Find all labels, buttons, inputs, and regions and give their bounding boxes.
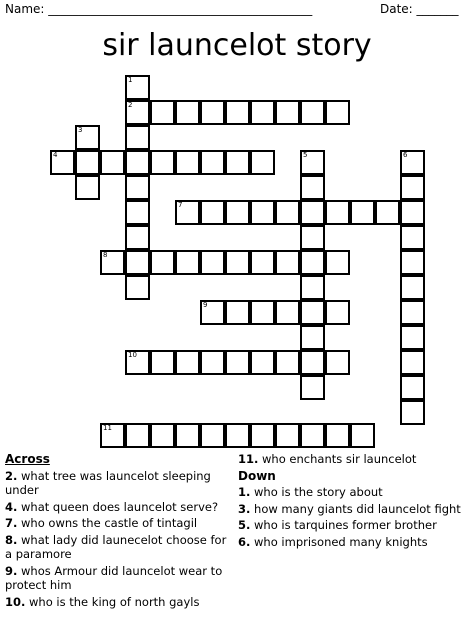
across-clue [5,533,230,562]
clue-text: whos Armour did launcelot wear to protect him [5,563,223,592]
clue-text: who is tarquines former brother [254,518,437,532]
crossword-cell[interactable] [325,200,350,225]
down-heading: Down [238,468,276,483]
crossword-cell[interactable] [200,300,225,325]
crossword-cell[interactable] [200,200,225,225]
crossword-cell[interactable] [300,150,325,175]
clue-number: 9. [5,563,18,578]
cell-number: 9 [203,301,208,309]
crossword-cell[interactable] [125,150,150,175]
name-field-label: Name: ____________________________________________ [5,2,313,16]
crossword-cell[interactable] [325,350,350,375]
clue-text: who is the king of north gayls [29,594,200,609]
crossword-cell[interactable] [250,300,275,325]
crossword-cell[interactable] [100,250,125,275]
across-clue [5,500,230,515]
crossword-cell[interactable] [225,250,250,275]
crossword-cell[interactable] [275,350,300,375]
clue-text: what tree was launcelot sleeping under [5,468,211,497]
down-clue [238,518,470,533]
crossword-cell[interactable] [50,150,75,175]
crossword-cell[interactable] [125,100,150,125]
crossword-cell[interactable] [400,325,425,350]
crossword-cell[interactable] [125,200,150,225]
crossword-cell[interactable] [400,150,425,175]
cell-number: 6 [403,151,408,159]
clue-number: 4. [5,499,18,514]
across-clue [5,564,230,593]
crossword-cell[interactable] [250,350,275,375]
clue-number: 10. [5,594,26,609]
crossword-cell[interactable] [125,250,150,275]
crossword-cell[interactable] [275,250,300,275]
cell-number: 3 [78,126,83,134]
crossword-cell[interactable] [225,300,250,325]
cell-number: 5 [303,151,308,159]
across-clues [5,452,230,611]
crossword-cell[interactable] [250,100,275,125]
clue-number: 3. [238,501,251,516]
crossword-cell[interactable] [325,300,350,325]
crossword-cell[interactable] [350,423,375,448]
crossword-cell[interactable] [300,175,325,200]
cell-number: 8 [103,251,108,259]
crossword-cell[interactable] [150,423,175,448]
crossword-cell[interactable] [300,350,325,375]
crossword-cell[interactable] [400,400,425,425]
cell-number: 2 [128,101,133,109]
crossword-cell[interactable] [300,275,325,300]
crossword-cell[interactable] [75,125,100,150]
crossword-cell[interactable] [175,150,200,175]
crossword-cell[interactable] [300,375,325,400]
crossword-cell[interactable] [400,175,425,200]
clue-text: what queen does launcelot serve? [21,499,219,514]
crossword-cell[interactable] [75,175,100,200]
crossword-cell[interactable] [125,75,150,100]
crossword-cell[interactable] [150,100,175,125]
crossword-cell[interactable] [75,150,100,175]
down-clue [238,502,470,517]
crossword-cell[interactable] [275,423,300,448]
crossword-cell[interactable] [300,423,325,448]
crossword-cell[interactable] [250,423,275,448]
crossword-cell[interactable] [225,350,250,375]
crossword-cell[interactable] [400,300,425,325]
crossword-cell[interactable] [200,100,225,125]
clue-text: who is the story about [254,485,383,499]
clue-number: 11. [238,452,259,466]
clue-text: who owns the castle of tintagil [21,516,198,530]
crossword-cell[interactable] [150,150,175,175]
crossword-cell[interactable] [125,275,150,300]
clue-number: 2. [5,468,18,483]
crossword-cell[interactable] [325,250,350,275]
crossword-cell[interactable] [175,250,200,275]
crossword-cell[interactable] [200,150,225,175]
crossword-cell[interactable] [100,423,125,448]
cell-number: 10 [128,351,137,359]
across-clue [5,469,230,498]
crossword-cell[interactable] [300,325,325,350]
across-clue-continued [238,452,470,467]
clue-number: 1. [238,485,251,499]
crossword-cell[interactable] [150,250,175,275]
crossword-cell[interactable] [275,300,300,325]
clue-number: 5. [238,518,251,532]
crossword-cell[interactable] [300,200,325,225]
crossword-cell[interactable] [150,350,175,375]
crossword-cell[interactable] [325,423,350,448]
crossword-cell[interactable] [200,350,225,375]
crossword-cell[interactable] [400,250,425,275]
crossword-cell[interactable] [300,100,325,125]
crossword-cell[interactable] [225,200,250,225]
clue-text: who imprisoned many knights [254,534,428,549]
clue-number: 7. [5,516,18,530]
crossword-cell[interactable] [175,100,200,125]
crossword-cell[interactable] [250,200,275,225]
crossword-cell[interactable] [275,100,300,125]
crossword-cell[interactable] [250,250,275,275]
crossword-cell[interactable] [350,200,375,225]
down-clue [238,485,470,500]
clue-text: what lady did launecelot choose for a paramore [5,532,227,561]
crossword-cell[interactable] [400,200,425,225]
across-heading: Across [5,452,50,466]
crossword-cell[interactable] [175,200,200,225]
crossword-cell[interactable] [400,275,425,300]
crossword-cell[interactable] [100,150,125,175]
clue-text: who enchants sir launcelot [262,452,417,466]
crossword-cell[interactable] [300,300,325,325]
cell-number: 7 [178,201,183,209]
crossword-cell[interactable] [300,225,325,250]
crossword-cell[interactable] [225,100,250,125]
down-clues [238,452,470,551]
crossword-cell[interactable] [400,350,425,375]
puzzle-title: sir launcelot story [102,28,372,63]
crossword-cell[interactable] [125,350,150,375]
crossword-cell[interactable] [275,200,300,225]
crossword-cell[interactable] [325,100,350,125]
crossword-cell[interactable] [175,350,200,375]
crossword-cell[interactable] [400,225,425,250]
crossword-cell[interactable] [375,200,400,225]
across-clue [5,595,230,610]
crossword-cell[interactable] [125,175,150,200]
crossword-cell[interactable] [125,225,150,250]
crossword-cell[interactable] [300,250,325,275]
crossword-cell[interactable] [400,375,425,400]
crossword-cell[interactable] [125,423,150,448]
clue-number: 6. [238,534,251,549]
crossword-cell[interactable] [200,250,225,275]
cell-number: 4 [53,151,58,159]
crossword-cell[interactable] [175,423,200,448]
down-clue [238,535,470,550]
crossword-cell[interactable] [250,150,275,175]
crossword-cell[interactable] [225,423,250,448]
crossword-cell[interactable] [125,125,150,150]
clue-number: 8. [5,532,18,547]
across-clue [5,516,230,531]
crossword-cell[interactable] [200,423,225,448]
date-field-label: Date: _______ [380,2,459,16]
crossword-cell[interactable] [225,150,250,175]
cell-number: 11 [103,423,112,432]
clue-text: how many giants did launcelot fight [254,501,461,516]
cell-number: 1 [128,76,133,84]
